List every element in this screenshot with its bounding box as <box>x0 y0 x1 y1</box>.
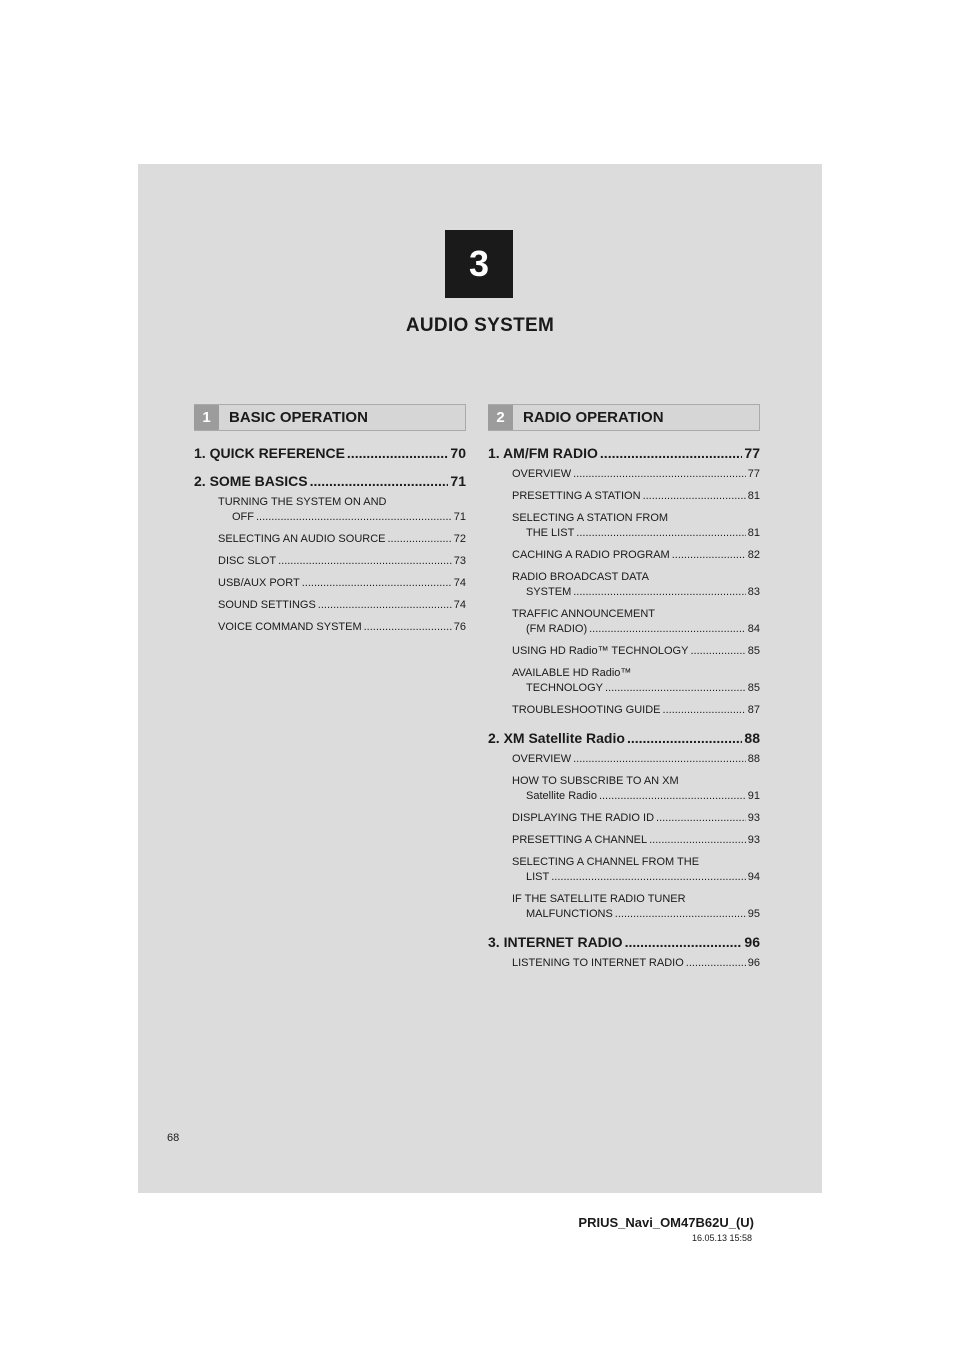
subsection-text: LISTENING TO INTERNET RADIO <box>512 957 684 969</box>
subsection-line <box>218 598 466 613</box>
subsection-line <box>512 489 760 504</box>
subsection-text: CACHING A RADIO PROGRAM <box>512 549 670 561</box>
toc-subsection-entry[interactable] <box>512 833 760 848</box>
toc-chapter-entry[interactable] <box>194 445 466 461</box>
subsection-page: 95 <box>747 908 760 920</box>
leader-dots <box>256 510 452 525</box>
toc-column-basic-operation <box>194 404 466 642</box>
subsection-line <box>512 548 760 563</box>
leader-dots <box>302 576 452 591</box>
subsection-line <box>218 554 466 569</box>
subsection-page: 72 <box>453 533 466 545</box>
subsection-text: TURNING THE SYSTEM ON AND <box>218 496 387 508</box>
toc-subsection-entry[interactable] <box>512 811 760 826</box>
leader-dots <box>615 907 746 922</box>
subsection-line <box>512 892 760 907</box>
toc-chapter-entry[interactable] <box>194 473 466 489</box>
subsection-page: 85 <box>747 645 760 657</box>
leader-dots <box>649 833 746 848</box>
subsection-text: PRESETTING A STATION <box>512 490 641 502</box>
leader-dots <box>573 752 746 767</box>
subsection-page: 81 <box>747 527 760 539</box>
chapter-page: 96 <box>744 934 760 950</box>
subsection-page: 93 <box>747 834 760 846</box>
toc-subsection-entry[interactable] <box>512 548 760 563</box>
subsection-line <box>512 511 760 526</box>
leader-dots <box>605 681 746 696</box>
chapter-label: 1. AM/FM RADIO <box>488 445 598 461</box>
subsection-text: SOUND SETTINGS <box>218 599 316 611</box>
toc-subsection-entry[interactable] <box>218 495 466 525</box>
toc-subsection-entry[interactable] <box>512 570 760 600</box>
leader-dots <box>643 489 746 504</box>
subsection-text: AVAILABLE HD Radio™ <box>512 667 632 679</box>
toc-subsection-entry[interactable] <box>218 554 466 569</box>
subsection-page: 82 <box>747 549 760 561</box>
leader-dots <box>625 934 743 950</box>
section-title: BASIC OPERATION <box>229 409 368 426</box>
subsection-text: USING HD Radio™ TECHNOLOGY <box>512 645 689 657</box>
subsection-text: (FM RADIO) <box>526 623 588 635</box>
subsection-text: TRAFFIC ANNOUNCEMENT <box>512 608 655 620</box>
subsection-line <box>218 532 466 547</box>
subsection-text: RADIO BROADCAST DATA <box>512 571 649 583</box>
toc-column-radio-operation <box>488 404 760 978</box>
subsection-line <box>512 907 760 922</box>
chapter-page: 77 <box>744 445 760 461</box>
subsection-line <box>218 510 466 525</box>
subsection-line <box>512 681 760 696</box>
subsection-page: 73 <box>453 555 466 567</box>
toc-subsection-entry[interactable] <box>512 855 760 885</box>
toc-subsection-entry[interactable] <box>218 598 466 613</box>
subsection-line <box>512 703 760 718</box>
subsection-page: 94 <box>747 871 760 883</box>
subsection-page: 93 <box>747 812 760 824</box>
toc-subsection-entry[interactable] <box>512 892 760 922</box>
toc-subsection-entry[interactable] <box>512 666 760 696</box>
leader-dots <box>551 870 746 885</box>
subsection-line <box>512 870 760 885</box>
leader-dots <box>690 644 745 659</box>
chapter-number-badge: 3 <box>445 230 513 298</box>
subsection-page: 74 <box>453 599 466 611</box>
subsection-page: 77 <box>747 468 760 480</box>
document-id: PRIUS_Navi_OM47B62U_(U) <box>578 1215 754 1230</box>
section-header <box>488 404 760 431</box>
subsection-line <box>512 570 760 585</box>
subsection-line <box>512 526 760 541</box>
subsection-text: HOW TO SUBSCRIBE TO AN XM <box>512 775 679 787</box>
toc-subsection-entry[interactable] <box>512 467 760 482</box>
leader-dots <box>573 585 746 600</box>
chapter-page: 88 <box>744 730 760 746</box>
chapter-label: 1. QUICK REFERENCE <box>194 445 345 461</box>
subsection-text: TROUBLESHOOTING GUIDE <box>512 704 661 716</box>
toc-subsection-entry[interactable] <box>218 532 466 547</box>
toc-chapter-list <box>194 445 466 635</box>
leader-dots <box>318 598 452 613</box>
leader-dots <box>686 956 746 971</box>
subsection-text: SELECTING AN AUDIO SOURCE <box>218 533 386 545</box>
leader-dots <box>663 703 746 718</box>
subsection-line <box>512 789 760 804</box>
leader-dots <box>364 620 452 635</box>
toc-chapter-entry[interactable] <box>488 445 760 461</box>
toc-subsection-entry[interactable] <box>512 644 760 659</box>
leader-dots <box>347 445 449 461</box>
subsection-line <box>512 833 760 848</box>
document-timestamp: 16.05.13 15:58 <box>691 1233 752 1243</box>
subsection-line <box>218 620 466 635</box>
subsection-text: SELECTING A CHANNEL FROM THE <box>512 856 700 868</box>
subsection-text: OVERVIEW <box>512 753 572 765</box>
subsection-page: 83 <box>747 586 760 598</box>
section-number: 1 <box>194 405 219 430</box>
subsection-page: 96 <box>747 957 760 969</box>
leader-dots <box>278 554 452 569</box>
subsection-text: IF THE SATELLITE RADIO TUNER <box>512 893 686 905</box>
chapter-page: 70 <box>450 445 466 461</box>
subsection-page: 76 <box>453 621 466 633</box>
toc-subsection-entry[interactable] <box>512 489 760 504</box>
subsection-text: VOICE COMMAND SYSTEM <box>218 621 362 633</box>
subsection-page: 81 <box>747 490 760 502</box>
chapter-label: 2. SOME BASICS <box>194 473 308 489</box>
section-title: RADIO OPERATION <box>523 409 664 426</box>
subsection-text: LIST <box>526 871 550 883</box>
subsection-page: 71 <box>453 511 466 523</box>
subsection-page: 91 <box>747 790 760 802</box>
subsection-line <box>218 495 466 510</box>
subsection-text: DISC SLOT <box>218 555 277 567</box>
toc-subsection-entry[interactable] <box>218 620 466 635</box>
toc-subsection-entry[interactable] <box>512 511 760 541</box>
chapter-title: AUDIO SYSTEM <box>405 315 555 336</box>
subsection-text: PRESETTING A CHANNEL <box>512 834 648 846</box>
toc-chapter-entry[interactable] <box>488 934 760 950</box>
subsection-text: MALFUNCTIONS <box>526 908 613 920</box>
toc-subsection-entry[interactable] <box>512 703 760 718</box>
leader-dots <box>656 811 746 826</box>
leader-dots <box>600 445 743 461</box>
leader-dots <box>627 730 742 746</box>
chapter-label: 2. XM Satellite Radio <box>488 730 625 746</box>
subsection-line <box>512 607 760 622</box>
subsection-line <box>512 956 760 971</box>
subsection-text: DISPLAYING THE RADIO ID <box>512 812 655 824</box>
subsection-line <box>512 622 760 637</box>
subsection-text: TECHNOLOGY <box>526 682 604 694</box>
subsection-line <box>512 811 760 826</box>
subsection-line <box>512 774 760 789</box>
leader-dots <box>672 548 746 563</box>
toc-subsection-entry[interactable] <box>218 576 466 591</box>
leader-dots <box>387 532 451 547</box>
subsection-text: OFF <box>232 511 254 523</box>
subsection-page: 85 <box>747 682 760 694</box>
chapter-page: 71 <box>450 473 466 489</box>
section-header <box>194 404 466 431</box>
subsection-page: 87 <box>747 704 760 716</box>
toc-chapter-list <box>488 445 760 971</box>
chapter-label: 3. INTERNET RADIO <box>488 934 623 950</box>
subsection-line <box>512 666 760 681</box>
subsection-line <box>512 467 760 482</box>
subsection-text: SELECTING A STATION FROM <box>512 512 669 524</box>
subsection-text: SYSTEM <box>526 586 572 598</box>
section-number: 2 <box>488 405 513 430</box>
subsection-line <box>512 752 760 767</box>
subsection-line <box>512 644 760 659</box>
subsection-text: THE LIST <box>526 527 575 539</box>
toc-subsection-entry[interactable] <box>512 774 760 804</box>
subsection-page: 88 <box>747 753 760 765</box>
leader-dots <box>576 526 745 541</box>
subsection-page: 84 <box>747 623 760 635</box>
toc-chapter-entry[interactable] <box>488 730 760 746</box>
leader-dots <box>310 473 449 489</box>
subsection-line <box>512 855 760 870</box>
subsection-line <box>512 585 760 600</box>
toc-subsection-entry[interactable] <box>512 607 760 637</box>
leader-dots <box>573 467 746 482</box>
page-number: 68 <box>167 1132 180 1144</box>
subsection-page: 74 <box>453 577 466 589</box>
leader-dots <box>589 622 746 637</box>
subsection-line <box>218 576 466 591</box>
subsection-text: USB/AUX PORT <box>218 577 300 589</box>
subsection-text: Satellite Radio <box>526 790 597 802</box>
toc-subsection-entry[interactable] <box>512 752 760 767</box>
toc-subsection-entry[interactable] <box>512 956 760 971</box>
subsection-text: OVERVIEW <box>512 468 572 480</box>
leader-dots <box>599 789 746 804</box>
